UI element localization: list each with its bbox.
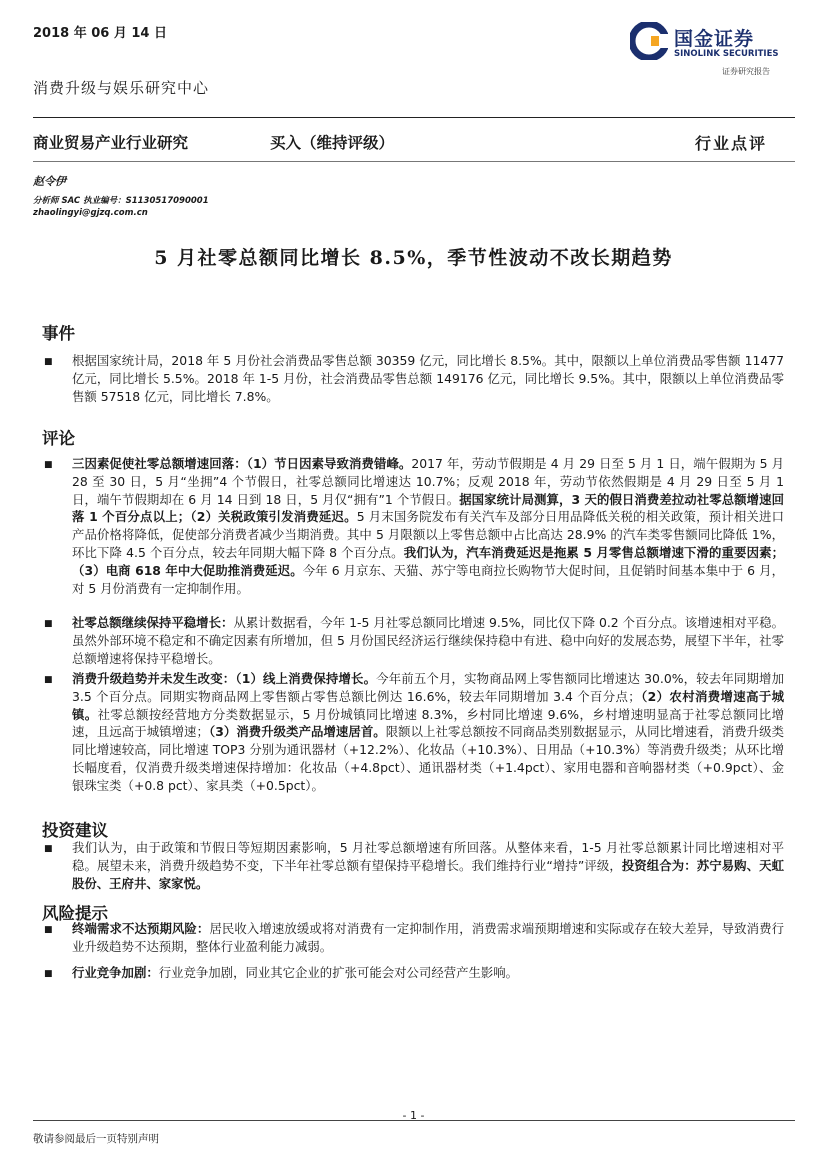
rating-label: 买入（维持评级） xyxy=(270,134,395,152)
header-divider xyxy=(33,117,795,118)
section-heading-risk: 风险提示 xyxy=(42,904,108,923)
page-number: - 1 - xyxy=(402,1109,425,1122)
bullet-square-icon: ■ xyxy=(44,460,53,470)
bullet-square-icon: ■ xyxy=(44,619,53,629)
author-email[interactable]: zhaolingyi@gjzq.com.cn xyxy=(33,208,148,218)
risk-paragraph-2: 行业竞争加剧：行业竞争加剧，同业其它企业的扩张可能会对公司经营产生影响。 xyxy=(72,965,519,980)
bullet-square-icon: ■ xyxy=(44,675,53,685)
research-center: 消费升级与娱乐研究中心 xyxy=(33,79,210,97)
footer-disclaimer: 敬请参阅最后一页特别声明 xyxy=(33,1133,159,1145)
footer-divider xyxy=(33,1120,795,1121)
subheader-divider xyxy=(33,161,795,162)
logo-chinese-name: 国金证券 xyxy=(674,28,755,50)
bullet-square-icon: ■ xyxy=(44,925,53,935)
comment-paragraph-1: 三因素促使社零总额增速回落：（1）节日因素导致消费错峰。2017 年，劳动节假期是 4 月 29 日至 5 月 1 日，端午假期为 5 月 28 至 30 日，5 月“坐拥”4 个节假日，社零总额同比增速达 10.7%；反观 2018 年，劳动节依然假期是 4 月 29 日至 5 月 1 日，端午节假期却在 6 月 14 日到 18 日，5 月仅“拥有”1 个节假日。据国家统计局测算，3 天的假日消费差拉动社零总额增速回落 1 个百分点以上；（2）关税政策引发消费延迟。5 月末国务院发布有关汽车及部分日用品降低关税的相关政策，预计相关进口产品价格将降低，促使部分消费者减少当期消费。其中 5 月限额以上零售总额中占比高达 28.9% 的汽车类零售额同比降低 1%，环比下降 4.5 个百分点，较去年同期大幅下降 8 个百分点。我们认为，汽车消费延迟是拖累 5 月零售总额增速下滑的重要因素；（3）电商 618 年中大促助推消费延迟。今年 6 月京东、天猫、苏宁等电商拉长购物节大促时间，且促销时间基本集中于 6 月，对 5 月份消费有一定抑制作用。 xyxy=(72,456,785,596)
author-license: 分析师 SAC 执业编号：S1130517090001 xyxy=(33,196,209,206)
bullet-square-icon: ■ xyxy=(44,357,53,367)
bullet-square-icon: ■ xyxy=(44,969,53,979)
section-heading-comment: 评论 xyxy=(42,429,75,448)
author-name: 赵令伊 xyxy=(33,175,66,188)
page-title: 5 月社零总额同比增长 8.5%，季节性波动不改长期趋势 xyxy=(154,247,673,269)
report-category: 商业贸易产业行业研究 xyxy=(33,134,189,152)
bullet-square-icon: ■ xyxy=(44,844,53,854)
report-type: 行业点评 xyxy=(695,134,768,153)
risk-paragraph-1: 终端需求不达预期风险：居民收入增速放缓或将对消费有一定抑制作用，消费需求端预期增速和实际或存在较大差异，导致消费行业升级趋势不达预期，整体行业盈利能力减弱。 xyxy=(72,921,785,954)
advice-paragraph: 我们认为，由于政策和节假日等短期因素影响，5 月社零总额增速有所回落。从整体来看，1-5 月社零总额累计同比增速相对平稳。展望未来，消费升级趋势不变，下半年社零总额有望保持平稳增长。我们维持行业“增持”评级，投资组合为：苏宁易购、天虹股份、王府井、家家悦。 xyxy=(72,840,785,891)
event-paragraph: 根据国家统计局，2018 年 5 月份社会消费品零售总额 30359 亿元，同比增长 8.5%。其中，限额以上单位消费品零售额 11477 亿元，同比增长 5.5%。2018 年 1-5 月份，社会消费品零售总额 149176 亿元，同比增长 9.5%。其中，限额以上单位消费品零售额 57518 亿元，同比增长 7.8%。 xyxy=(72,353,784,404)
company-logo xyxy=(630,18,800,78)
section-heading-event: 事件 xyxy=(42,324,75,343)
logo-subtitle: 证券研究报告 xyxy=(722,67,770,76)
comment-paragraph-2: 社零总额继续保持平稳增长：从累计数据看，今年 1-5 月社零总额同比增速 9.5%，同比仅下降 0.2 个百分点。该增速相对平稳。虽然外部环境不稳定和不确定因素有所增加，但 5 月份国民经济运行继续保持稳中有进、稳中向好的发展态势，展望下半年，社零总额增速将保持平稳增长。 xyxy=(72,615,784,666)
logo-english-name: SINOLINK SECURITIES xyxy=(674,49,779,59)
comment-paragraph-3: 消费升级趋势并未发生改变：（1）线上消费保持增长。今年前五个月，实物商品网上零售额同比增速达 30.0%，较去年同期增加 3.5 个百分点。同期实物商品网上零售额占零售总额比例达 16.6%，较去年同期增加 3.4 个百分点；（2）农村消费增速高于城镇。社零总额按经营地方分类数据显示，5 月份城镇同比增速 8.3%，乡村同比增速 9.6%，乡村增速明显高于社零总额同比增速，且远高于城镇增速；（3）消费升级类产品增速居首。限额以上社零总额按不同商品类别数据显示，从同比增速看，消费升级类同比增速较高，同比增速 TOP3 分别为通讯器材（+12.2%）、化妆品（+10.3%）、日用品（+10.3%）等消费升级类；从环比增长幅度看，仅消费升级类增速保持增加：化妆品（+4.8pct）、通讯器材类（+1.4pct）、家用电器和音响器材类（+0.9pct）、金银珠宝类（+0.8 pct）、家具类（+0.5pct）。 xyxy=(72,671,785,793)
section-heading-advice: 投资建议 xyxy=(42,821,108,840)
sinolink-logo-icon xyxy=(630,22,668,60)
report-date: 2018 年 06 月 14 日 xyxy=(33,26,167,41)
